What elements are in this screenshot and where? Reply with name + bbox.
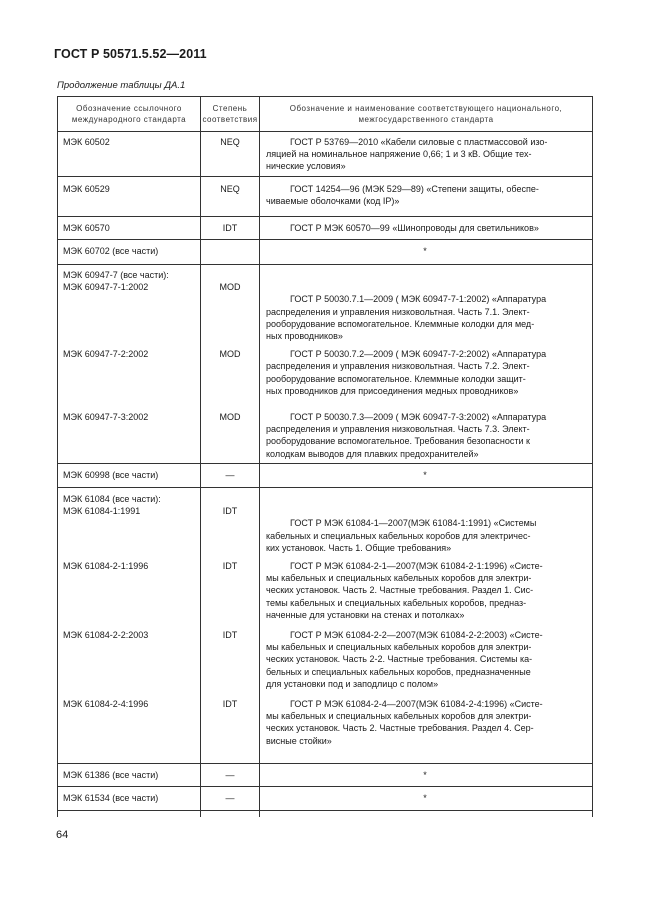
- standard-text-line: [266, 281, 584, 293]
- reference-standard: МЭК 61084-2-1:1996: [63, 561, 149, 571]
- national-standard-cell: [260, 764, 593, 787]
- reference-standard: МЭК 60570: [63, 223, 110, 233]
- document-title: ГОСТ Р 50571.5.52—2011: [54, 47, 207, 61]
- compliance-degree: NEQ: [220, 137, 240, 147]
- reference-standard: МЭК 61084-1:1991: [63, 506, 141, 517]
- standard-text-line: чиваемые оболочками (код IP)»: [266, 196, 400, 207]
- column-header-degree: Степень соответствия: [201, 97, 260, 132]
- standard-text-line: ческих установок. Часть 2. Частные требования. Раздел 1. Сис-: [266, 585, 534, 596]
- table-row: [58, 132, 593, 177]
- reference-standard: МЭК 60529: [63, 184, 110, 194]
- national-standard-cell: [260, 177, 593, 217]
- standard-text-line: колодкам выводов для плавких предохранителей»: [266, 448, 479, 459]
- table-row: [58, 811, 593, 818]
- standard-text-line: распределения и управления низковольтная. Часть 7.1. Элект-: [266, 306, 530, 317]
- standard-text-line: рооборудование вспомогательное. Требования безопасности к: [266, 436, 530, 447]
- standard-text-line: кабельных и специальных кабельных коробов для электричес-: [266, 530, 531, 541]
- compliance-degree: IDT: [222, 506, 238, 517]
- standard-text-line: распределения и управления низковольтная. Часть 7.2. Элект-: [266, 361, 530, 372]
- standard-text-line: для установки под и заподлицо с полом»: [266, 678, 439, 689]
- table-row: [58, 787, 593, 811]
- table-row: [58, 240, 593, 265]
- standard-text-line: рооборудование вспомогательное. Клеммные колодки защит-: [266, 373, 526, 384]
- reference-standard: МЭК 60947-7-2:2002: [63, 349, 149, 360]
- standard-text-line: рооборудование вспомогательное. Клеммные колодки для мед-: [266, 318, 535, 329]
- reference-standard: МЭК 60998 (все части): [63, 470, 159, 480]
- no-national-standard-mark: *: [423, 246, 427, 256]
- standard-text-line: мы кабельных и специальных кабельных коробов для электри-: [266, 642, 532, 653]
- compliance-degree: IDT: [222, 629, 238, 640]
- standard-text-line: [266, 505, 584, 517]
- table-row: [58, 177, 593, 217]
- standard-text-line: нические условия»: [266, 161, 346, 172]
- standard-text-line: ных проводников для присоединения медных проводников»: [266, 385, 519, 396]
- empty-cell: [260, 811, 593, 818]
- table-header-row: [58, 97, 593, 132]
- reference-standard: МЭК 60947-7-3:2002: [63, 412, 149, 422]
- standard-text-line: мы кабельных и специальных кабельных коробов для электри-: [266, 573, 532, 584]
- reference-cell: [58, 488, 201, 764]
- standard-text-line: ГОСТ Р 53769—2010 «Кабели силовые с пластмассовой изо-: [290, 137, 548, 147]
- compliance-degree: IDT: [222, 560, 238, 571]
- degree-cell: [201, 240, 260, 265]
- no-national-standard-mark: *: [423, 770, 427, 780]
- national-standard-cell: [260, 265, 593, 464]
- standard-text-line: наченные для установки на стенах и потолках»: [266, 609, 465, 620]
- reference-standard: МЭК 61534 (все части): [63, 793, 159, 803]
- national-standard-cell: [260, 132, 593, 177]
- compliance-degree: —: [225, 470, 235, 480]
- reference-cell: [58, 464, 201, 488]
- compliance-degree: MOD: [219, 411, 241, 422]
- compliance-degree: IDT: [222, 223, 238, 233]
- degree-cell: [201, 132, 260, 177]
- standard-text-line: ГОСТ Р 50030.7.1—2009 ( МЭК 60947-7-1:2002) «Аппаратура: [290, 294, 547, 305]
- compliance-degree: MOD: [219, 349, 241, 360]
- reference-cell: [58, 240, 201, 265]
- no-national-standard-mark: *: [423, 470, 427, 480]
- standards-table: [57, 96, 593, 817]
- reference-standard: МЭК 60947-7 (все части):: [63, 270, 169, 280]
- reference-cell: [58, 217, 201, 240]
- reference-standard: МЭК 60502: [63, 137, 110, 147]
- standard-text-line: ляцией на номинальное напряжение 0,66; 1 и 3 кВ. Общие тех-: [266, 149, 532, 160]
- compliance-degree: IDT: [222, 698, 238, 709]
- standard-text-line: бельных и специальных кабельных коробов, предназначенные: [266, 666, 531, 677]
- standard-text-line: ческих установок. Часть 2-2. Частные требования. Системы ка-: [266, 654, 533, 665]
- national-standard-cell: [260, 488, 593, 764]
- standard-text-line: ГОСТ Р МЭК 60570—99 «Шинопроводы для светильников»: [290, 223, 539, 233]
- standard-text-line: темы кабельных и специальных кабельных коробов, предназ-: [266, 597, 527, 608]
- reference-standard: МЭК 61386 (все части): [63, 770, 159, 780]
- empty-cell: [58, 811, 201, 818]
- reference-cell: [58, 177, 201, 217]
- reference-standard: МЭК 61084-2-4:1996: [63, 699, 149, 709]
- national-standard-cell: [260, 464, 593, 488]
- standard-text-line: ГОСТ Р МЭК 61084-2-1—2007(МЭК 61084-2-1:1996) «Систе-: [290, 560, 543, 571]
- degree-cell: [201, 488, 260, 764]
- standard-text-line: мы кабельных и специальных кабельных коробов для электри-: [266, 711, 532, 722]
- national-standard-cell: [260, 240, 593, 265]
- compliance-degree: NEQ: [220, 184, 240, 194]
- degree-cell: [201, 787, 260, 811]
- table-row: [58, 764, 593, 787]
- reference-cell: [58, 787, 201, 811]
- standard-text-line: ГОСТ Р 50030.7.2—2009 ( МЭК 60947-7-2:2002) «Аппаратура: [290, 349, 547, 360]
- degree-cell: [201, 177, 260, 217]
- reference-cell: [58, 265, 201, 464]
- degree-cell: [201, 464, 260, 488]
- column-header-reference: Обозначение ссылочного международного стандарта: [58, 97, 201, 132]
- table-row: [58, 265, 593, 464]
- page-number: 64: [56, 829, 69, 841]
- table-row: [58, 488, 593, 764]
- national-standard-cell: [260, 217, 593, 240]
- reference-standard: МЭК 60702 (все части): [63, 246, 159, 256]
- no-national-standard-mark: *: [423, 793, 427, 803]
- national-standard-cell: [260, 787, 593, 811]
- standard-text-line: ГОСТ Р 50030.7.3—2009 ( МЭК 60947-7-3:2002) «Аппаратура: [290, 411, 547, 422]
- compliance-degree: —: [225, 770, 235, 780]
- standard-text-line: ных проводников»: [266, 330, 343, 341]
- reference-standard: МЭК 61084-2-2:2003: [63, 630, 149, 640]
- compliance-degree: MOD: [219, 282, 241, 293]
- table-row: [58, 217, 593, 240]
- degree-cell: [201, 265, 260, 464]
- compliance-degree: —: [225, 793, 235, 803]
- degree-cell: [201, 217, 260, 240]
- reference-cell: [58, 132, 201, 177]
- reference-standard: МЭК 60947-7-1:2002: [63, 282, 149, 293]
- column-header-national-standard: Обозначение и наименование соответствующего национального, межгосударственного стандарта: [260, 97, 593, 132]
- reference-cell: [58, 764, 201, 787]
- reference-standard: МЭК 61084 (все части):: [63, 494, 161, 504]
- standard-text-line: ких установок. Часть 1. Общие требования»: [266, 542, 452, 553]
- standard-text-line: ГОСТ 14254—96 (МЭК 529—89) «Степени защиты, обеспе-: [290, 184, 539, 194]
- table-row: [58, 464, 593, 488]
- standard-text-line: ГОСТ Р МЭК 61084-2-2—2007(МЭК 61084-2-2:2003) «Систе-: [290, 629, 543, 640]
- table-caption: Продолжение таблицы ДА.1: [57, 80, 186, 91]
- standard-text-line: ГОСТ Р МЭК 61084-1—2007(МЭК 61084-1:1991) «Системы: [290, 518, 537, 529]
- standard-text-line: ГОСТ Р МЭК 61084-2-4—2007(МЭК 61084-2-4:1996) «Систе-: [290, 698, 543, 709]
- degree-cell: [201, 764, 260, 787]
- standard-text-line: распределения и управления низковольтная. Часть 7.3. Элект-: [266, 424, 530, 435]
- empty-cell: [201, 811, 260, 818]
- standard-text-line: ческих установок. Часть 2. Частные требования. Раздел 4. Сер-: [266, 723, 534, 734]
- standard-text-line: висные стойки»: [266, 735, 332, 746]
